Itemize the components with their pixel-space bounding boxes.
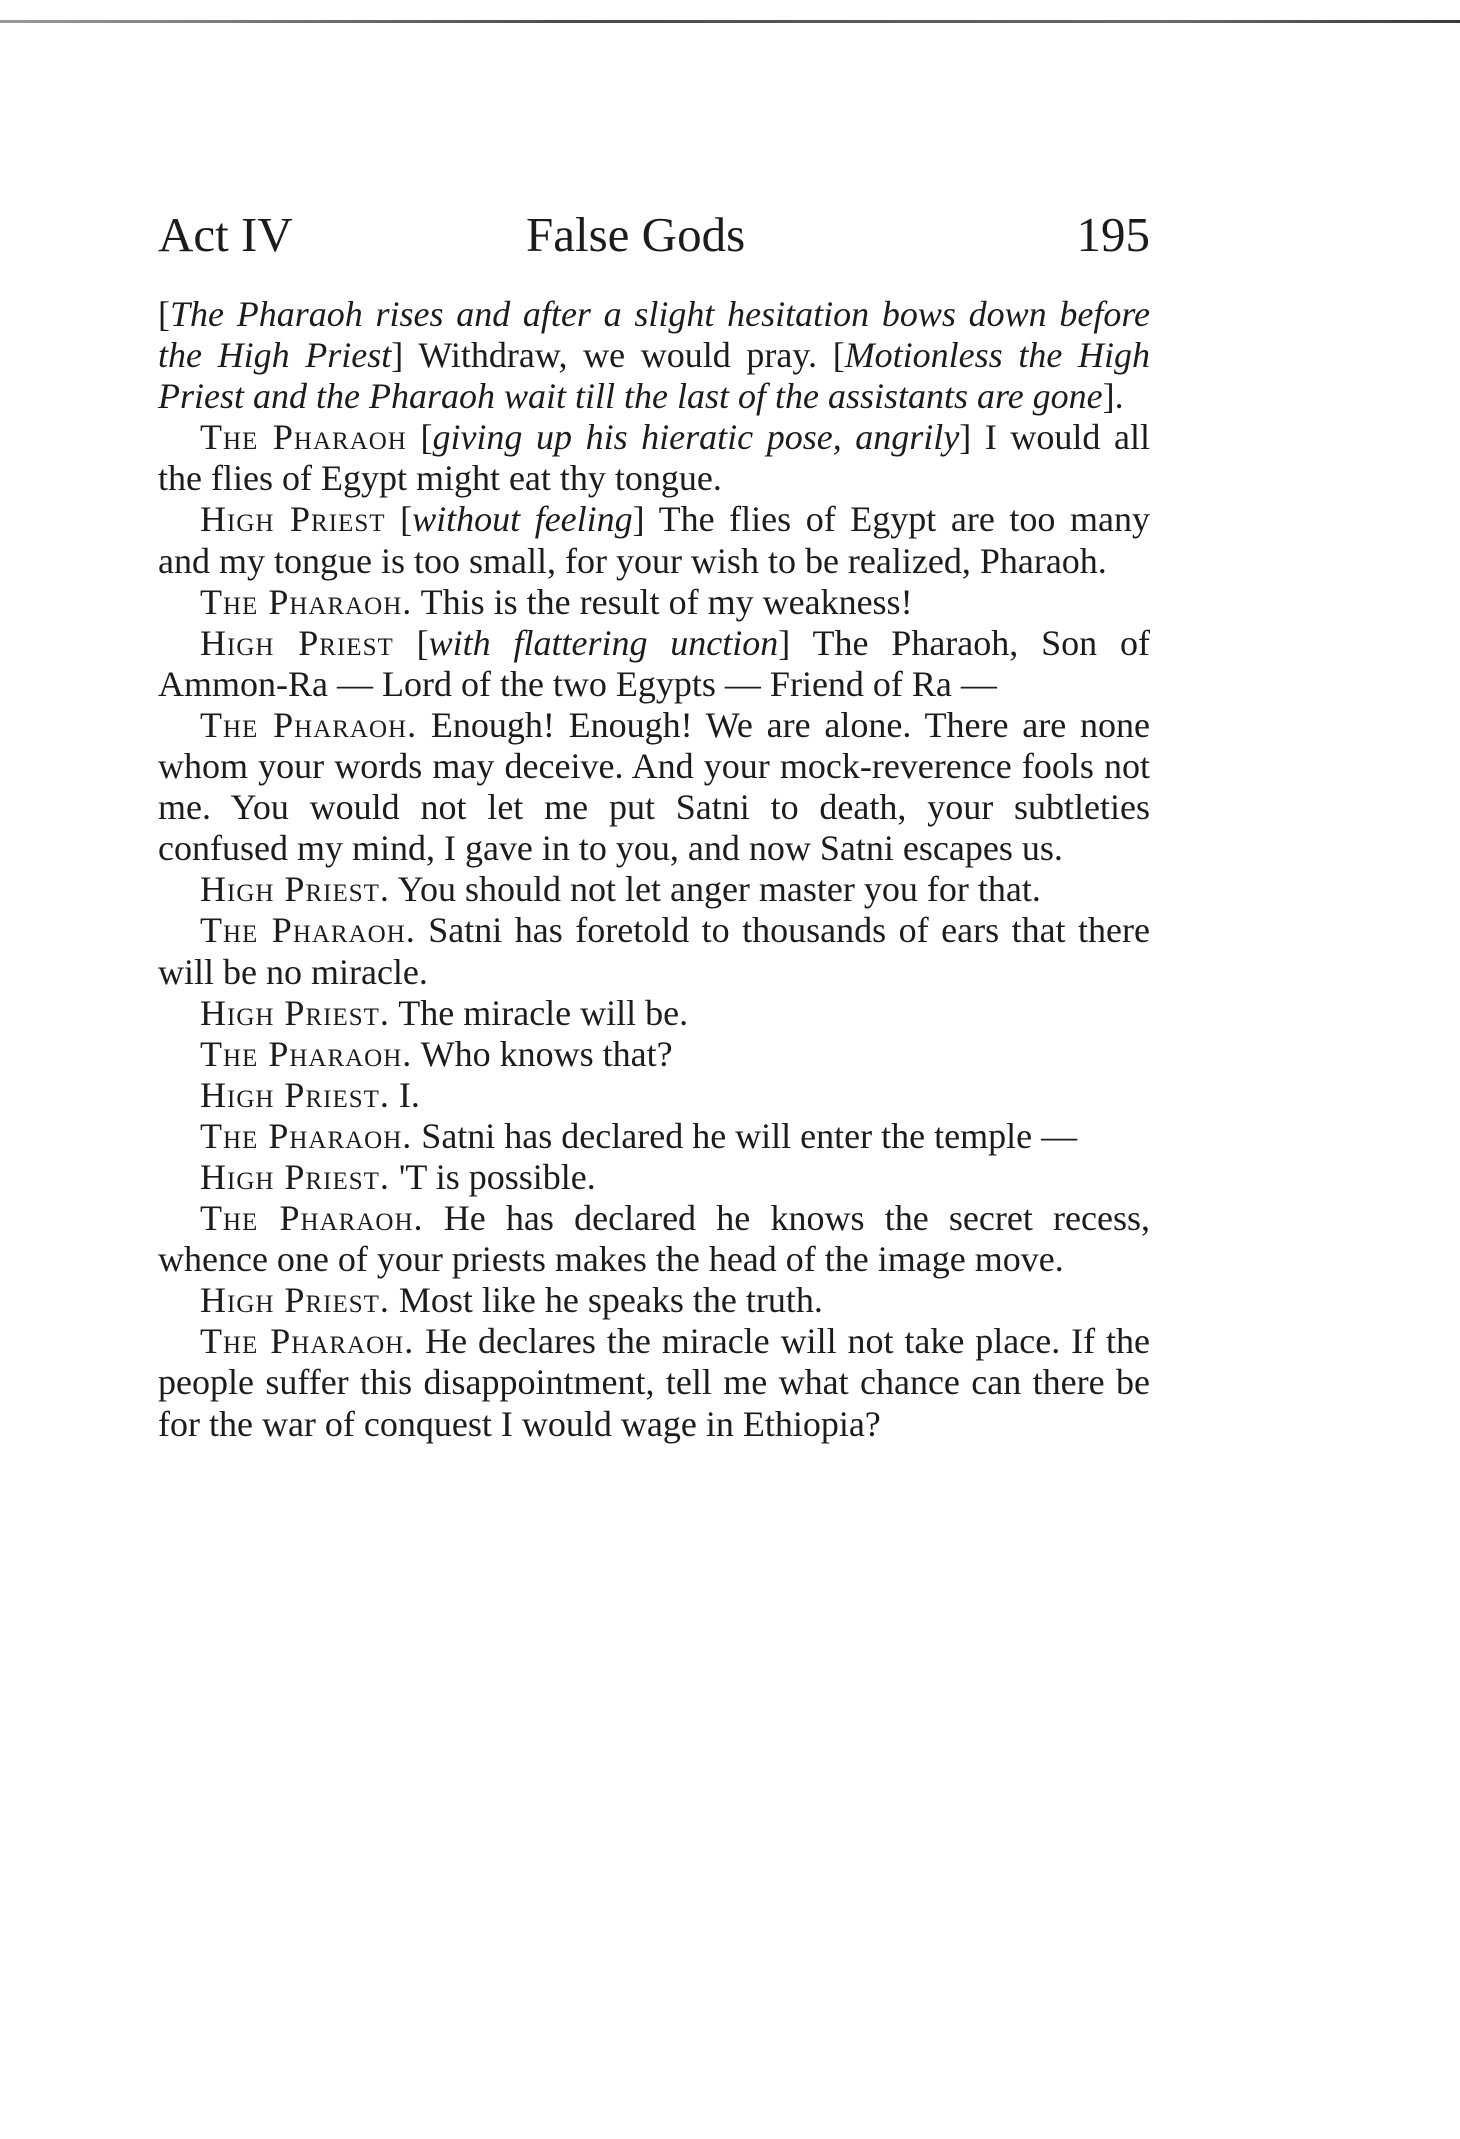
spoken-text: ] Withdraw, we would pray. [ [391,335,845,376]
spoken-text: [ [406,417,433,458]
dialogue-paragraph [158,623,1150,705]
speaker-name: The Pharaoh. [200,581,413,622]
speaker-name: High Priest. [200,1156,390,1197]
dialogue-paragraph [158,1157,1150,1198]
spoken-text: You should not let anger master you for that. [389,869,1041,910]
dialogue-paragraph [158,1280,1150,1321]
speaker-name: High Priest [200,622,394,663]
speaker-name: High Priest. [200,869,390,910]
dialogue-paragraph [158,993,1150,1034]
dialogue-paragraph [158,869,1150,910]
stage-direction-paragraph [158,294,1150,417]
speaker-name: The Pharaoh. [200,1033,413,1074]
dialogue-paragraph [158,1034,1150,1075]
page-number: 195 [1076,207,1150,262]
spoken-text: Satni has foretold to thousands of ears that there will be no miracle. [158,910,1150,992]
spoken-text: Most like he speaks the truth. [389,1280,823,1321]
spoken-text: He has declared he knows the secret recess, whence one of your priests makes the head of the image move. [158,1198,1150,1280]
spoken-text: This is the result of my weakness! [412,581,913,622]
dialogue-paragraph [158,417,1150,499]
stage-direction: The Pharaoh rises and after a slight hesitation bows down before the High Priest [158,294,1150,376]
speaker-name: The Pharaoh. [200,1198,424,1239]
running-head-act: Act IV [158,207,293,262]
dialogue-paragraph [158,1198,1150,1280]
dialogue-paragraph [158,499,1150,581]
speaker-name: High Priest. [200,992,390,1033]
dialogue-paragraph [158,1116,1150,1157]
speaker-name: High Priest. [200,1280,390,1321]
spoken-text: He declares the miracle will not take place. If the people suffer this disappointment, tell me what chance can there be for the war of conquest I would wage in Ethiopia? [158,1321,1150,1444]
spoken-text: Enough! Enough! We are alone. There are none whom your words may deceive. And your mock-reverence fools not me. You would not let me put Satni to death, your subtleties confused my mind, I gave in to you, and now Satni escapes us. [158,704,1150,869]
speaker-name: High Priest. [200,1074,390,1115]
dialogue-paragraph [158,582,1150,623]
stage-direction: with flattering unction [428,622,779,663]
speaker-name: The Pharaoh. [200,1115,413,1156]
speaker-name: The Pharaoh [200,417,407,458]
spoken-text: 'T is possible. [389,1156,596,1197]
spoken-text: [ [158,294,170,334]
dialogue-paragraph [158,910,1150,992]
top-scan-rule [0,20,1460,23]
spoken-text: ] I would all the flies of Egypt might eat thy tongue. [158,417,1150,499]
spoken-text: [ [393,622,429,663]
dialogue-paragraph [158,705,1150,869]
spoken-text: Who knows that? [412,1033,673,1074]
dialogue-paragraph [158,1075,1150,1116]
spoken-text: ] The Pharaoh, Son of Ammon-Ra — Lord of the two Egypts — Friend of Ra — [158,622,1150,704]
speaker-name: The Pharaoh. [200,1321,415,1362]
spoken-text: Satni has declared he will enter the temple — [412,1115,1078,1156]
spoken-text: ]. [1102,376,1124,417]
speaker-name: The Pharaoh. [200,704,418,745]
play-text [158,294,1150,1445]
spoken-text: [ [385,499,413,540]
dialogue-paragraph [158,1321,1150,1444]
stage-direction: giving up his hieratic pose, angrily [432,417,960,458]
speaker-name: The Pharaoh. [200,910,416,951]
running-head-title: False Gods [526,207,746,262]
stage-direction: Motionless the High Priest and the Pharaoh wait till the last of the assistants are gone [158,335,1150,417]
page-header [158,205,1150,265]
speaker-name: High Priest [200,499,386,540]
spoken-text: ] The flies of Egypt are too many and my tongue is too small, for your wish to be realized, Pharaoh. [158,499,1151,581]
spoken-text: The miracle will be. [389,992,689,1033]
stage-direction: without feeling [412,499,633,540]
spoken-text: I. [389,1074,420,1115]
